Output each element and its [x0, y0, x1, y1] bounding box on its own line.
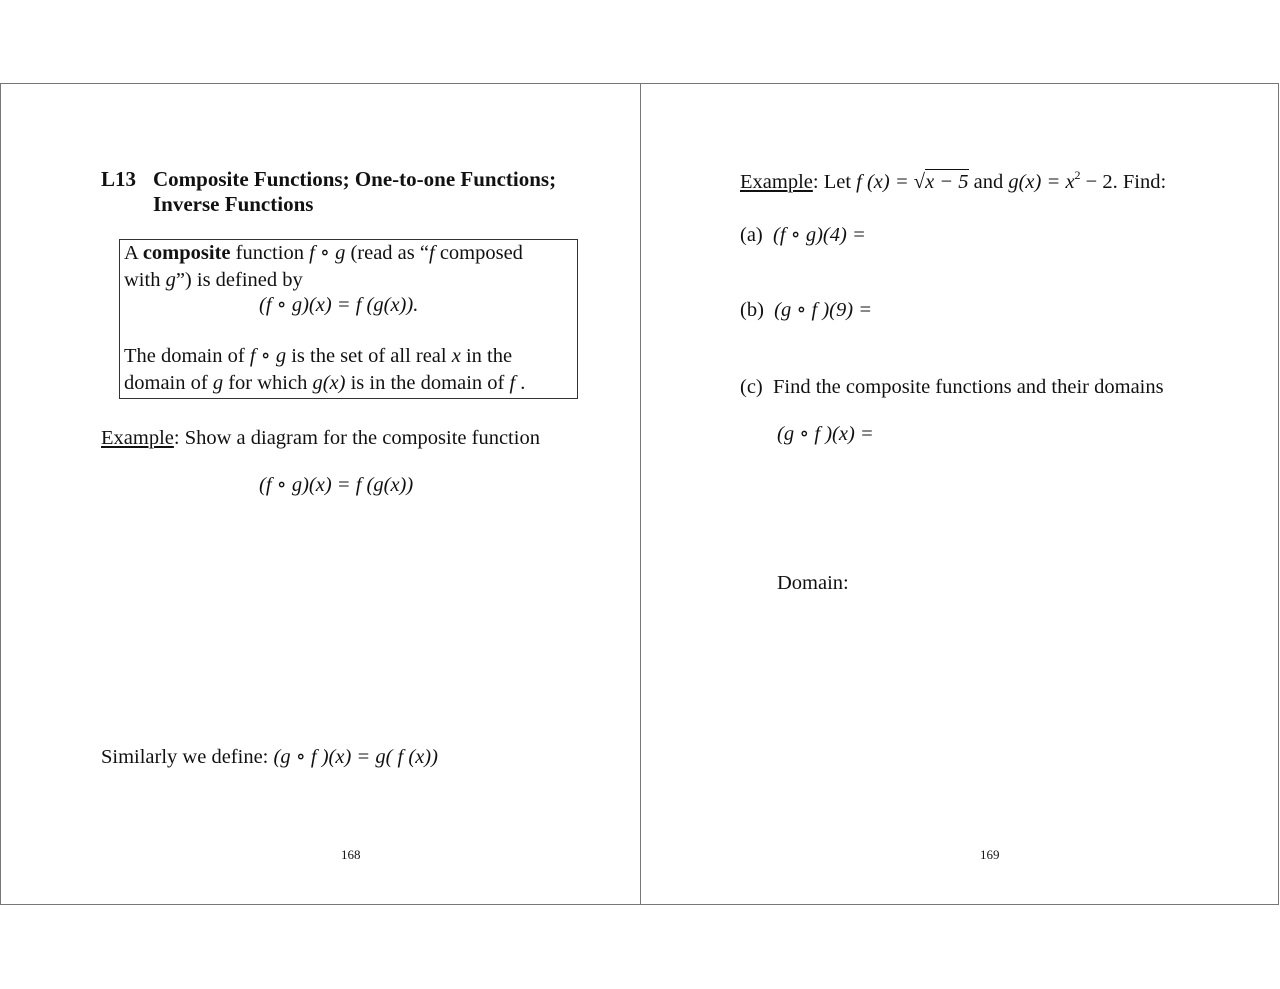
definition-formula: (f ∘ g)(x) = f (g(x)).: [259, 294, 419, 316]
lesson-title-line2: Inverse Functions: [153, 192, 314, 216]
definition-line2: with g”) is defined by: [124, 269, 303, 291]
domain-statement-line2: domain of g for which g(x) is in the domain of f .: [124, 372, 526, 394]
left-example-prompt: Example: Show a diagram for the composite function: [101, 427, 540, 449]
domain-statement-line1: The domain of f ∘ g is the set of all real x in the: [124, 345, 513, 367]
part-b: (b) (g ∘ f )(9) =: [740, 299, 873, 321]
sqrt-icon: √: [913, 171, 926, 193]
domain-label: Domain:: [777, 572, 849, 594]
two-page-spread: [0, 83, 1279, 905]
page-number-left: 168: [341, 847, 361, 862]
page-divider: [640, 84, 641, 904]
lesson-title-line1: Composite Functions; One-to-one Functions;: [153, 167, 557, 191]
part-c: (c) Find the composite functions and their domains: [740, 376, 1164, 398]
right-example-statement: Example: Let f (x) = √x − 5 and $g(x) = x^2 - 2$. Find:: [740, 168, 1167, 193]
definition-line1: A composite function f ∘ g (read as “f composed: [124, 242, 523, 264]
part-a: (a) (f ∘ g)(4) =: [740, 224, 866, 246]
similarly-definition: Similarly we define: (g ∘ f )(x) = g( f (x)): [101, 746, 438, 768]
page-number-right: 169: [980, 847, 1000, 862]
lesson-number: L13: [101, 167, 137, 191]
part-c-expression: (g ∘ f )(x) =: [777, 423, 874, 445]
left-example-formula: (f ∘ g)(x) = f (g(x)): [259, 474, 414, 496]
